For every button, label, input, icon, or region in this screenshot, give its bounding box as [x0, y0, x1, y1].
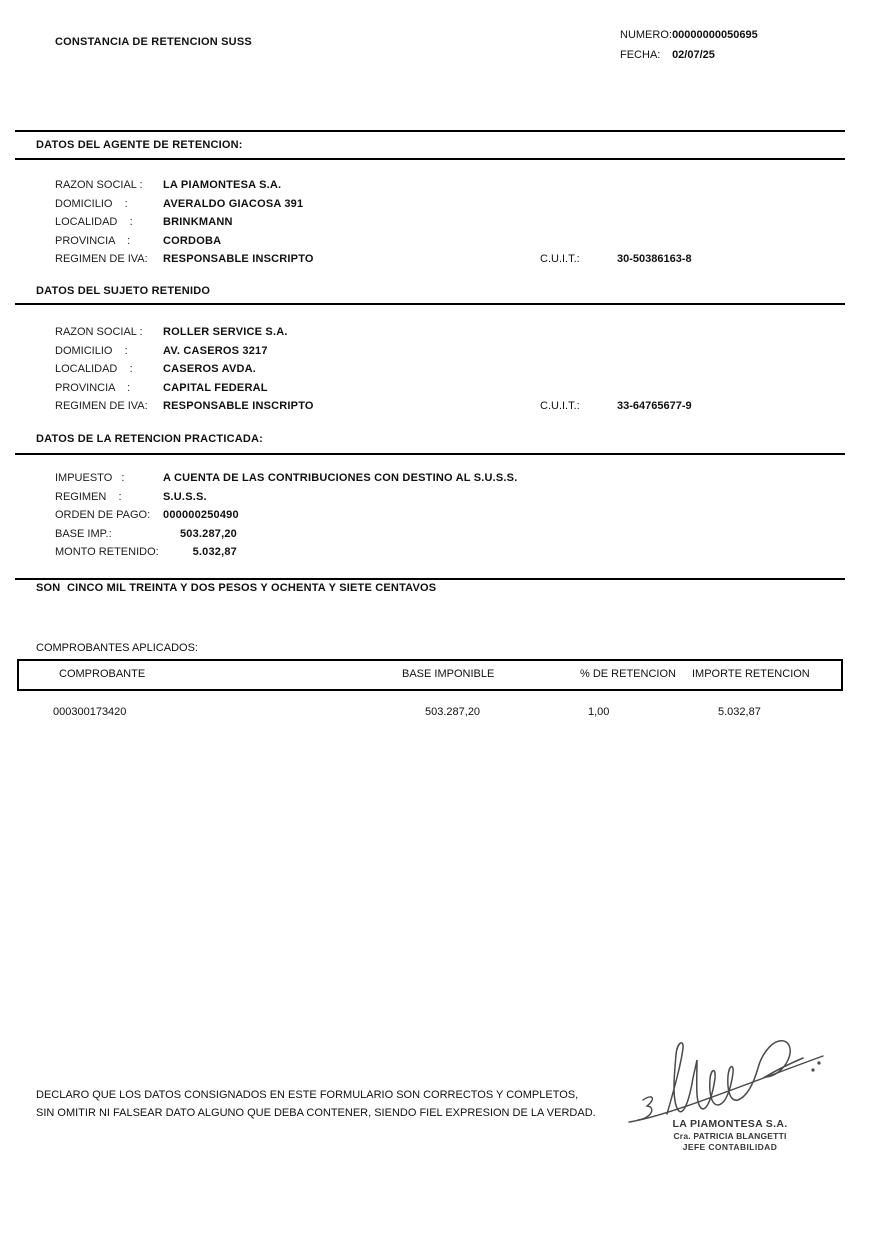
field-label: DOMICILIO : — [55, 344, 128, 357]
rule-agente — [15, 158, 845, 160]
field-value: CAPITAL FEDERAL — [163, 381, 268, 394]
field-label: LOCALIDAD : — [55, 216, 133, 228]
field-label: ORDEN DE PAGO: — [55, 509, 151, 521]
field-value: 000000250490 — [163, 509, 239, 521]
field-value: RESPONSABLE INSCRIPTO — [163, 400, 314, 412]
column-header-comprobante: COMPROBANTE — [59, 668, 146, 680]
signature-stamp — [635, 1118, 825, 1152]
field-label: RAZON SOCIAL : — [55, 179, 143, 191]
field-row — [55, 345, 845, 364]
numero-value: 00000000050695 — [672, 29, 758, 41]
cell-base-imponible: 503.287,20 — [425, 706, 481, 718]
field-value: RESPONSABLE INSCRIPTO — [163, 253, 314, 265]
field-label: LOCALIDAD : — [55, 363, 133, 375]
signature-company: LA PIAMONTESA S.A. — [672, 1118, 788, 1130]
field-row — [55, 491, 845, 510]
rule-amount-words — [15, 578, 845, 580]
rule-sujeto — [15, 303, 845, 305]
table-row — [17, 706, 843, 722]
fecha-value: 02/07/25 — [672, 49, 715, 61]
field-row — [55, 216, 845, 235]
field-label: REGIMEN DE IVA: — [55, 253, 148, 265]
agente-fields — [55, 179, 845, 272]
retencion-fields — [55, 472, 845, 565]
field-row — [55, 400, 845, 419]
rule-retencion — [15, 453, 845, 455]
section-title-retencion: DATOS DE LA RETENCION PRACTICADA: — [36, 433, 264, 445]
comprobantes-title: COMPROBANTES APLICADOS: — [36, 642, 198, 654]
cuit-value: 30-50386163-8 — [617, 253, 692, 265]
declaration-line-2: SIN OMITIR NI FALSEAR DATO ALGUNO QUE DEBA CONTENER, SIENDO FIEL EXPRESION DE LA VERDAD. — [36, 1107, 596, 1119]
field-value: AVERALDO GIACOSA 391 — [163, 197, 304, 210]
field-row — [55, 509, 845, 528]
field-value: CORDOBA — [163, 234, 222, 247]
field-row — [55, 472, 845, 491]
field-label: BASE IMP.: — [55, 527, 112, 540]
signature-block — [615, 1030, 845, 1170]
cuit-value: 33-64765677-9 — [617, 400, 692, 412]
field-value: BRINKMANN — [163, 216, 233, 228]
field-label: PROVINCIA : — [55, 381, 131, 394]
sujeto-fields — [55, 326, 845, 419]
section-title-agente: DATOS DEL AGENTE DE RETENCION: — [36, 139, 243, 151]
signature-signer: Cra. PATRICIA BLANGETTI — [673, 1131, 787, 1141]
field-row — [55, 235, 845, 254]
field-row — [55, 326, 845, 345]
column-header-pct-retencion: % DE RETENCION — [580, 668, 676, 680]
field-value: CASEROS AVDA. — [163, 363, 257, 375]
cuit-label: C.U.I.T.: — [540, 400, 580, 412]
section-title-sujeto: DATOS DEL SUJETO RETENIDO — [36, 285, 211, 297]
document-title: CONSTANCIA DE RETENCION SUSS — [55, 36, 252, 48]
field-row — [55, 198, 845, 217]
field-value: 503.287,20 — [179, 527, 237, 540]
field-row — [55, 363, 845, 382]
column-header-base-imponible: BASE IMPONIBLE — [402, 668, 495, 680]
signature-role: JEFE CONTABILIDAD — [682, 1142, 778, 1152]
field-label: DOMICILIO : — [55, 197, 128, 210]
cuit-label: C.U.I.T.: — [540, 253, 580, 265]
declaration-line-1: DECLARO QUE LOS DATOS CONSIGNADOS EN ESTE FORMULARIO SON CORRECTOS Y COMPLETOS, — [36, 1089, 579, 1101]
numero-label: NUMERO: — [620, 29, 672, 41]
cell-pct-retencion: 1,00 — [588, 706, 610, 718]
column-header-importe-retencion: IMPORTE RETENCION — [692, 668, 810, 680]
field-label: RAZON SOCIAL : — [55, 326, 143, 338]
field-label: MONTO RETENIDO: — [55, 546, 159, 558]
field-value: 5.032,87 — [192, 546, 237, 558]
field-label: IMPUESTO : — [55, 472, 125, 484]
signature-scribble-icon — [623, 1030, 833, 1130]
field-row — [55, 382, 845, 401]
cell-comprobante: 000300173420 — [53, 706, 127, 718]
rule-top — [15, 130, 845, 132]
comprobantes-header — [17, 659, 843, 691]
numero-row — [620, 29, 758, 41]
field-row — [55, 253, 845, 272]
field-row — [55, 179, 845, 198]
field-row — [55, 546, 845, 565]
fecha-label: FECHA: — [620, 49, 661, 61]
field-row — [55, 528, 845, 547]
amount-in-words: SON CINCO MIL TREINTA Y DOS PESOS Y OCHENTA Y SIETE CENTAVOS — [36, 582, 437, 594]
field-value: LA PIAMONTESA S.A. — [163, 179, 282, 191]
field-value: A CUENTA DE LAS CONTRIBUCIONES CON DESTINO AL S.U.S.S. — [163, 472, 518, 484]
fecha-row — [620, 49, 715, 61]
cell-importe-retencion: 5.032,87 — [718, 706, 761, 718]
field-label: REGIMEN : — [55, 490, 122, 503]
field-label: PROVINCIA : — [55, 234, 131, 247]
field-value: S.U.S.S. — [163, 490, 207, 503]
field-value: AV. CASEROS 3217 — [163, 344, 268, 357]
field-value: ROLLER SERVICE S.A. — [163, 326, 288, 338]
field-label: REGIMEN DE IVA: — [55, 400, 148, 412]
